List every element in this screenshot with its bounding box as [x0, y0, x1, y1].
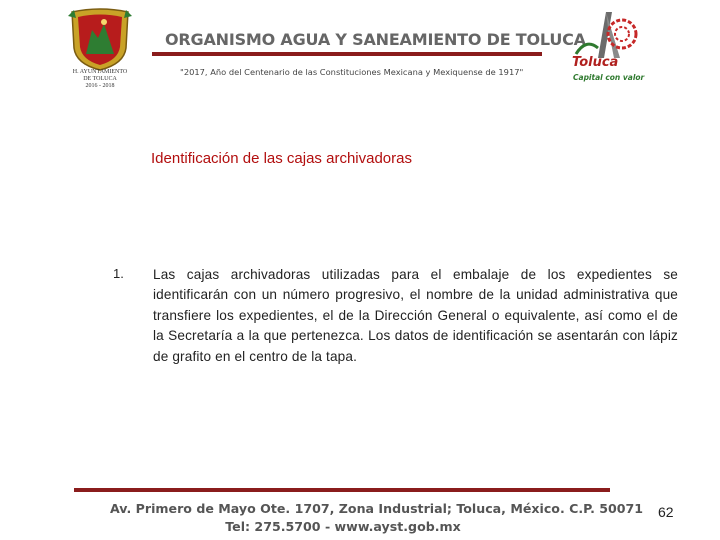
footer-contact: Tel: 275.5700 - www.ayst.gob.mx: [225, 519, 461, 534]
organization-title: ORGANISMO AGUA Y SANEAMIENTO DE TOLUCA: [165, 30, 586, 49]
page-number: 62: [658, 504, 674, 520]
crest-caption-line: 2016 - 2018: [85, 83, 115, 89]
list-item-number: 1.: [113, 266, 124, 281]
crest-caption-line: DE TOLUCA: [83, 76, 117, 82]
footer-address: Av. Primero de Mayo Ote. 1707, Zona Industrial; Toluca, México. C.P. 50071: [110, 501, 644, 516]
section-title: Identificación de las cajas archivadoras: [151, 150, 412, 167]
footer-divider: [74, 488, 610, 492]
toluca-logo-tagline: Capital con valor: [573, 73, 645, 82]
header-motto: "2017, Año del Centenario de las Constituciones Mexicana y Mexiquense de 1917": [180, 67, 524, 77]
header-divider: [152, 52, 542, 56]
list-item-text: Las cajas archivadoras utilizadas para el embalaje de los expedientes se identificarán con un número progresivo, el nombre de la unidad administrativa que transfiere los expedientes, el de la Dirección General o equivalente, así como el de la Secretaría a la que pertenezca. Los datos de identificación se asentarán con lápiz de grafito en el centro de la tapa.: [153, 267, 678, 364]
crest-caption-line: H. AYUNTAMIENTO: [72, 69, 128, 75]
crest-caption: [62, 69, 138, 90]
toluca-logo-name: Toluca: [572, 55, 619, 70]
